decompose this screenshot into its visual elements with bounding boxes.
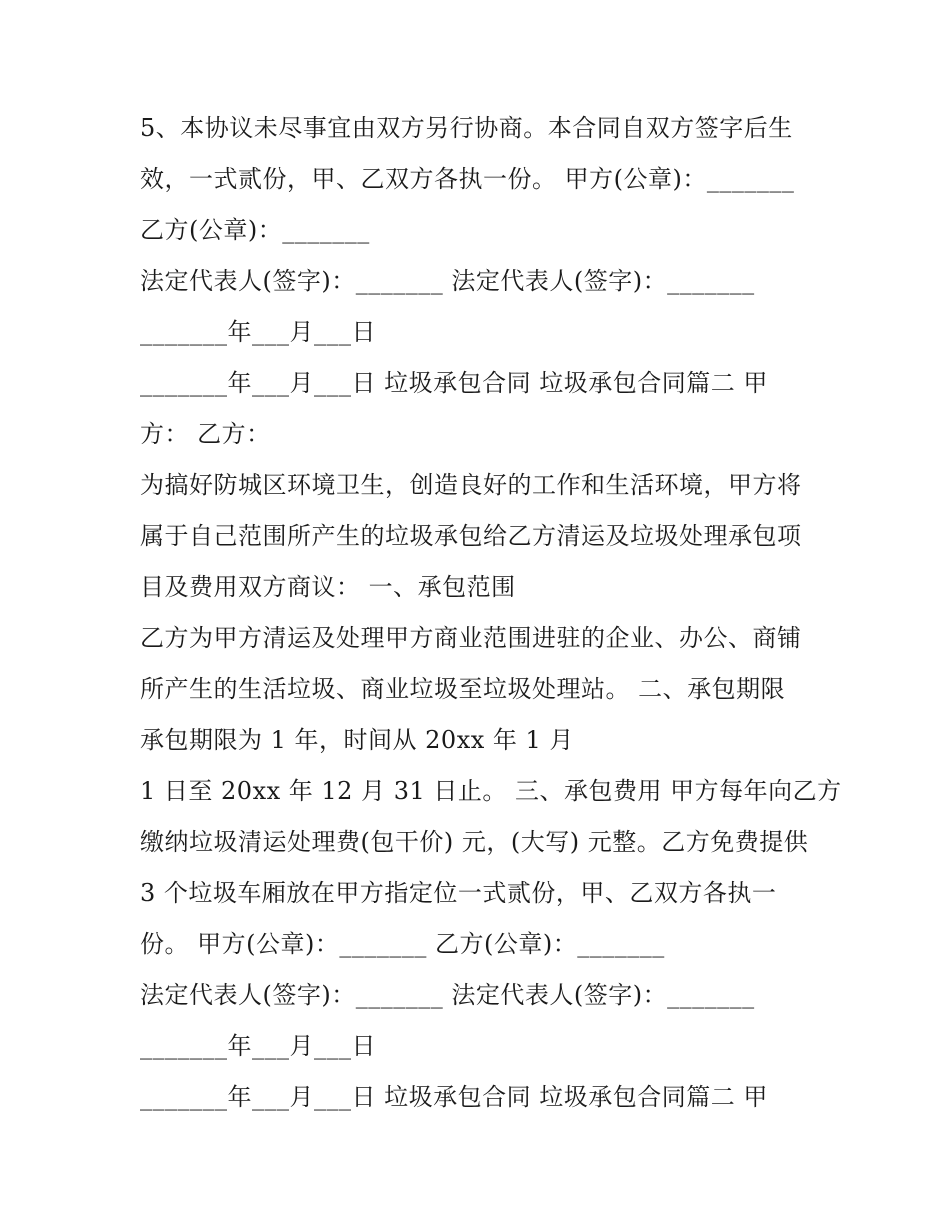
text-line: 属于自己范围所产生的垃圾承包给乙方清运及垃圾处理承包项 xyxy=(140,522,802,550)
text-line: 5、本协议未尽事宜由双方另行协商。本合同自双方签字后生 xyxy=(140,114,793,142)
text-line: 1 日至 20xx 年 12 月 31 日止。 三、承包费用 甲方每年向乙方 xyxy=(140,777,842,805)
text-line: 方： 乙方： xyxy=(140,420,271,448)
text-line: 目及费用双方商议： 一、承包范围 xyxy=(140,573,516,601)
text-line: 法定代表人(签字)：_______ 法定代表人(签字)：_______ xyxy=(140,981,755,1009)
text-line: _______年___月___日 xyxy=(140,318,376,346)
text-line: 法定代表人(签字)：_______ 法定代表人(签字)：_______ xyxy=(140,267,755,295)
text-line: _______年___月___日 垃圾承包合同 垃圾承包合同篇二 甲 xyxy=(140,369,768,397)
document-body xyxy=(140,103,842,1123)
text-line: 缴纳垃圾清运处理费(包干价) 元，(大写) 元整。乙方免费提供 xyxy=(140,828,809,856)
text-line: 承包期限为 1 年，时间从 20xx 年 1 月 xyxy=(140,726,574,754)
text-line: 乙方(公章)：_______ xyxy=(140,216,370,244)
text-line: _______年___月___日 垃圾承包合同 垃圾承包合同篇二 甲 xyxy=(140,1083,768,1111)
text-line: 效，一式贰份，甲、乙双方各执一份。 甲方(公章)：_______ xyxy=(140,165,795,193)
text-line: 份。 甲方(公章)：_______ 乙方(公章)：_______ xyxy=(140,930,665,958)
text-line: 为搞好防城区环境卫生，创造良好的工作和生活环境，甲方将 xyxy=(140,471,802,499)
text-line: 3 个垃圾车厢放在甲方指定位一式贰份，甲、乙双方各执一 xyxy=(140,879,777,907)
text-line: 乙方为甲方清运及处理甲方商业范围进驻的企业、办公、商铺 xyxy=(140,624,802,652)
text-line: 所产生的生活垃圾、商业垃圾至垃圾处理站。 二、承包期限 xyxy=(140,675,786,703)
text-line: _______年___月___日 xyxy=(140,1032,376,1060)
